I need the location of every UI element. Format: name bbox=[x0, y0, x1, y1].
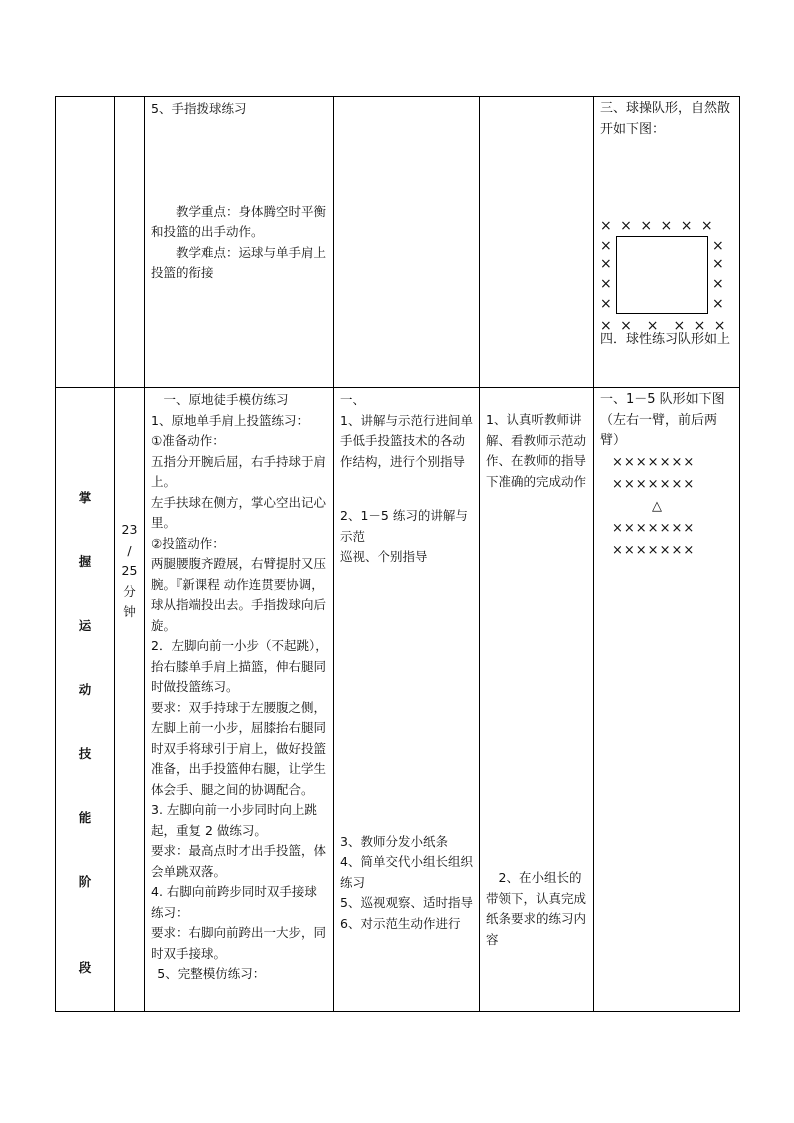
teacher-position-icon: △ bbox=[652, 498, 663, 514]
organization-cell bbox=[594, 388, 740, 1012]
formation-left-x: × bbox=[600, 256, 612, 272]
teacher-line: 4、简单交代小组长组织练习 bbox=[340, 854, 473, 890]
content-line: 一、原地徒手模仿练习 bbox=[163, 392, 289, 407]
key-point-text: 教学重点：身体腾空时平衡和投篮的出手动作。 bbox=[151, 203, 327, 239]
content-line: 要求：双手持球于左腰腹之侧，左脚上前一小步，屈膝抬右腿同时双手将球引于肩上，做好投篮准备，出手投篮伸右腿，让学生体会手、腿之间的协调配合。 bbox=[151, 699, 327, 797]
lesson-plan-table bbox=[55, 96, 740, 1012]
organization-text: 三、球操队形，自然散开如下图： bbox=[600, 101, 731, 137]
teacher-line: 一、 bbox=[340, 392, 366, 407]
time-text: 25 bbox=[121, 563, 138, 578]
content-line: 2．左脚向前一小步（不起跳），抬右膝单手肩上描篮，伸右腿同时做投篮练习。 bbox=[151, 638, 328, 694]
difficulty-text: 教学难点：运球与单手肩上投篮的衔接 bbox=[151, 244, 327, 280]
formation-left-x: × bbox=[600, 296, 612, 312]
formation-row: ××××××× bbox=[612, 520, 696, 536]
organization-text: 四．球性练习队形如上 bbox=[600, 332, 731, 347]
stage-char: 段 bbox=[78, 960, 92, 975]
formation-bottom-row: × × × × × × bbox=[600, 318, 728, 334]
stage-char: 掌 bbox=[78, 490, 92, 505]
formation-row: ××××××× bbox=[612, 542, 696, 558]
table-row bbox=[56, 97, 740, 388]
formation-diagram bbox=[600, 452, 735, 562]
student-line: 2、在小组长的带领下，认真完成纸条要求的练习内容 bbox=[486, 870, 587, 947]
time-text: 23 bbox=[121, 522, 138, 537]
content-line: 五指分开腕后屈，右手持球于肩上。 bbox=[151, 453, 327, 489]
formation-right-x: × bbox=[712, 256, 724, 272]
teacher-line: 5、巡视观察、适时指导 bbox=[340, 895, 473, 910]
formation-left-x: × bbox=[600, 276, 612, 292]
content-line: 1、原地单手肩上投篮练习： bbox=[151, 412, 309, 428]
formation-row: ××××××× bbox=[612, 476, 696, 492]
formation-row: ××××××× bbox=[612, 454, 696, 470]
content-line: 左手扶球在侧方，掌心空出记心里。 bbox=[151, 494, 327, 530]
teacher-line: 6、对示范生动作进行 bbox=[340, 915, 461, 931]
content-line: 要求：右脚向前跨出一大步，同时双手接球。 bbox=[151, 925, 327, 961]
stage-char: 运 bbox=[78, 618, 92, 633]
organization-text: 一、1－5 队形如下图（左右一臂，前后两臂） bbox=[600, 392, 725, 448]
teacher-line: 3、教师分发小纸条 bbox=[340, 833, 448, 849]
time-text: 钟 bbox=[123, 604, 136, 619]
student-line: 1、认真听教师讲解、看教师示范动作、在教师的指导下准确的完成动作 bbox=[486, 412, 587, 489]
content-cell bbox=[145, 388, 334, 1012]
content-line: ①准备动作： bbox=[151, 433, 225, 448]
time-cell bbox=[115, 388, 145, 1012]
teacher-activity-cell bbox=[334, 97, 480, 388]
content-line: 5、完整模仿练习： bbox=[157, 966, 266, 981]
stage-char: 技 bbox=[78, 746, 92, 761]
student-activity-cell bbox=[480, 388, 594, 1012]
content-line: ②投篮动作： bbox=[151, 535, 225, 551]
teacher-line: 1、讲解与示范行进间单手低手投篮技术的各动作结构，进行个别指导 bbox=[340, 412, 473, 469]
formation-diagram bbox=[600, 140, 735, 334]
time-text: / bbox=[127, 542, 132, 558]
stage-char: 握 bbox=[78, 554, 92, 569]
formation-right-x: × bbox=[712, 238, 724, 254]
content-line: 4. 右脚向前跨步同时双手接球练习： bbox=[151, 884, 317, 920]
stage-cell bbox=[56, 388, 115, 1012]
formation-square bbox=[616, 236, 708, 314]
time-text: 分 bbox=[123, 583, 136, 599]
content-cell bbox=[145, 97, 334, 388]
formation-left-x: × bbox=[600, 238, 612, 254]
content-line: 两腿腰腹齐蹬展，右臂提肘又压腕。『新课程 动作连贯要协调，球从指端投出去。手指拨球向后旋。 bbox=[151, 556, 327, 633]
content-line: 5、手指拨球练习 bbox=[151, 101, 247, 116]
teacher-activity-cell bbox=[334, 388, 480, 1012]
stage-cell bbox=[56, 97, 115, 388]
organization-cell bbox=[594, 97, 740, 388]
formation-top-row: × × × × × × bbox=[600, 218, 715, 234]
formation-right-x: × bbox=[712, 276, 724, 292]
stage-char: 能 bbox=[78, 810, 92, 825]
student-activity-cell bbox=[480, 97, 594, 388]
teacher-line: 2、1－5 练习的讲解与示范 bbox=[340, 508, 468, 544]
formation-right-x: × bbox=[712, 296, 724, 312]
content-line: 要求：最高点时才出手投篮，体会单跳双落。 bbox=[151, 843, 327, 879]
table-row bbox=[56, 388, 740, 1012]
time-cell bbox=[115, 97, 145, 388]
teacher-line: 巡视、个别指导 bbox=[340, 549, 428, 564]
stage-char: 动 bbox=[78, 682, 92, 697]
content-line: 3. 左脚向前一小步同时向上跳起，重复 2 做练习。 bbox=[151, 802, 317, 838]
stage-char: 阶 bbox=[78, 874, 92, 889]
